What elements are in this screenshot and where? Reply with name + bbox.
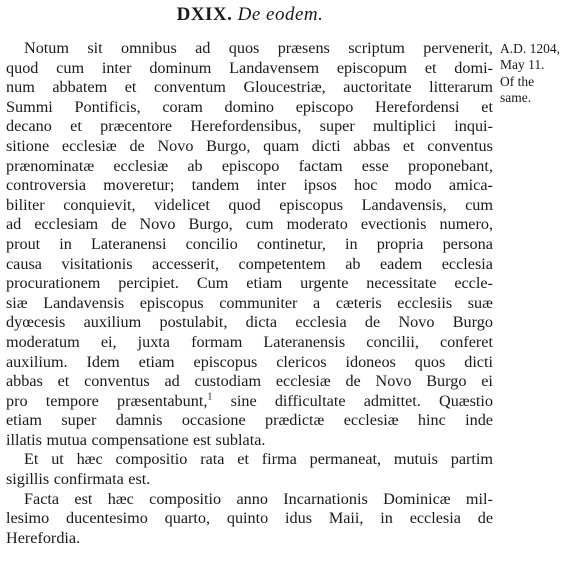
text-line <box>6 274 493 294</box>
word: proponebant, <box>407 156 493 175</box>
word: sigillis <box>6 470 50 489</box>
word: litterarum <box>429 78 493 97</box>
word: Cum <box>196 274 229 293</box>
margin-note <box>500 41 575 107</box>
text-line <box>6 235 493 255</box>
word: conventus <box>427 136 493 155</box>
word: ei, <box>100 332 117 351</box>
word: episcopo <box>221 156 280 175</box>
word: et <box>57 372 70 391</box>
word: Burgo, <box>188 215 233 234</box>
word: juxta <box>137 332 170 351</box>
word: ei <box>481 372 493 391</box>
word: Novo <box>375 372 412 391</box>
word: dicti <box>464 352 493 371</box>
text-line <box>6 176 493 196</box>
text-line <box>6 255 493 275</box>
word: quarto, <box>164 509 211 528</box>
word: eccle- <box>454 274 493 293</box>
word: Idem <box>86 352 120 371</box>
word: ecclesiæ <box>275 372 331 391</box>
word: compositio <box>115 450 188 469</box>
margin-note-line: May 11. <box>500 57 545 73</box>
word: permaneat, <box>309 450 382 469</box>
word: episcopus <box>139 293 204 312</box>
text-line <box>6 333 493 353</box>
word: Summi <box>6 97 53 116</box>
word: inter <box>256 176 287 195</box>
word: esse <box>361 156 389 175</box>
word: sublata. <box>215 430 266 449</box>
word: ecclesiam <box>34 215 99 234</box>
text-line <box>6 157 493 177</box>
word: inde <box>465 411 493 430</box>
word: super <box>319 117 355 136</box>
word: illatis <box>6 430 42 449</box>
text-line <box>6 411 493 431</box>
word: auxilium <box>83 313 142 332</box>
word: Novo <box>157 136 194 155</box>
word: biliter <box>6 195 45 214</box>
paragraph <box>6 450 493 489</box>
word: prædictæ <box>265 411 325 430</box>
word: cum <box>465 195 493 214</box>
word: anno <box>236 489 268 508</box>
word: difficultate <box>274 391 346 410</box>
document-body <box>6 39 493 548</box>
word: ad <box>6 215 22 234</box>
word: de <box>477 509 493 528</box>
word: episcopus <box>279 195 344 214</box>
word: de <box>129 136 145 155</box>
word: etiam <box>138 352 175 371</box>
word: multiplici <box>373 117 436 136</box>
heading-number: DXIX. <box>176 4 233 25</box>
word: moderato <box>286 215 348 234</box>
text-line <box>6 59 493 79</box>
word: est <box>74 489 93 508</box>
word: sine <box>230 391 257 410</box>
word: in <box>59 234 72 253</box>
word: et <box>402 136 415 155</box>
word: Burgo, <box>206 136 251 155</box>
word: mil- <box>465 489 493 508</box>
word: postulabit, <box>159 313 228 332</box>
word: Herefordia. <box>6 528 81 547</box>
text-line <box>6 392 493 412</box>
word: idus <box>285 509 313 528</box>
word: quod <box>6 58 39 77</box>
word: præsens <box>277 39 330 57</box>
word: formam <box>191 332 243 351</box>
word: siæ <box>6 293 28 312</box>
text-line <box>6 529 493 549</box>
word: auctoritate <box>343 78 412 97</box>
word: episcopo <box>295 97 354 116</box>
word: de <box>364 313 381 332</box>
word: hæc <box>107 489 134 508</box>
word: Incarnationis <box>283 489 368 508</box>
word: urgente <box>300 274 349 293</box>
text-line <box>6 372 493 392</box>
word: Burgo <box>452 313 493 332</box>
text-line <box>6 450 493 470</box>
word: rata <box>200 450 225 469</box>
word: quos <box>228 39 260 57</box>
word: procurationem <box>6 274 101 293</box>
word: hinc <box>417 411 446 430</box>
word: firma <box>261 450 297 469</box>
word: cæteris <box>335 293 382 312</box>
word: videlicet <box>154 195 210 214</box>
word: etiam <box>6 411 42 430</box>
word: Gloucestriæ, <box>243 78 326 97</box>
word: factam <box>298 156 343 175</box>
word: præcentore <box>100 117 173 136</box>
word: modo <box>394 176 432 195</box>
margin-note-line: Of the <box>500 73 535 89</box>
word: Facta <box>24 489 60 508</box>
text-line <box>6 78 493 98</box>
word: causa <box>6 254 42 273</box>
word: compensatione <box>91 430 189 449</box>
word: a <box>313 293 321 312</box>
word: communiter <box>219 293 298 312</box>
text-line <box>6 196 493 216</box>
word: Lateranensis <box>263 332 346 351</box>
word: de <box>111 215 127 234</box>
word: moveretur; <box>103 176 175 195</box>
text-line <box>6 431 493 451</box>
word: ecclesiæ <box>343 411 399 430</box>
word: prænominatæ <box>6 156 95 175</box>
text-line <box>6 215 493 235</box>
word: quam <box>263 136 300 155</box>
word: moderatum <box>6 332 80 351</box>
text-line <box>6 98 493 118</box>
word: Lateranensi <box>90 234 167 253</box>
word: et <box>424 58 437 77</box>
word: et <box>481 97 493 116</box>
word: mutuis <box>393 450 438 469</box>
word: ducentesimo <box>65 509 148 528</box>
word: amica- <box>448 176 493 195</box>
document-heading <box>0 4 500 26</box>
word: Pontificis, <box>74 97 141 116</box>
word: inter <box>101 58 132 77</box>
word: pervenerit, <box>423 39 493 57</box>
word: episcopum <box>336 58 408 77</box>
word: persona <box>442 234 493 253</box>
word: scriptum <box>348 39 405 57</box>
word: compositio <box>149 489 222 508</box>
word: de <box>345 372 361 391</box>
word: necessitate <box>366 274 437 293</box>
word: hæc <box>76 450 103 469</box>
word: controversia <box>6 176 87 195</box>
word: percipiet. <box>118 274 179 293</box>
word: damnis <box>115 411 163 430</box>
text-line <box>6 353 493 373</box>
word: Landavensem <box>229 58 320 77</box>
word: competentem <box>238 254 326 273</box>
text-line <box>6 490 493 510</box>
word: decano <box>6 117 52 136</box>
word: omnibus <box>120 39 177 57</box>
word: mutua <box>46 430 87 449</box>
footnote-marker: 1 <box>207 391 213 403</box>
word: continetur, <box>256 234 326 253</box>
word: abbatem <box>52 78 108 97</box>
word: custodiam <box>194 372 262 391</box>
word: ecclesiis <box>397 293 453 312</box>
margin-note-line: same. <box>500 90 532 106</box>
word: dyœcesis <box>6 313 66 332</box>
word: ad <box>195 39 211 57</box>
word: dicta <box>245 313 278 332</box>
word: eadem <box>379 254 423 273</box>
word: Landavensis <box>43 293 125 312</box>
word: cum <box>245 215 274 234</box>
word: et <box>124 78 137 97</box>
word: dominum <box>149 58 212 77</box>
word: confirmata <box>53 470 124 489</box>
text-line <box>6 137 493 157</box>
text-line <box>6 509 493 529</box>
word: Et <box>24 450 39 469</box>
word: tandem <box>191 176 240 195</box>
word: ab <box>187 156 203 175</box>
word: abbas <box>353 136 391 155</box>
word: ut <box>51 450 64 469</box>
word: Dominicæ <box>383 489 451 508</box>
text-line <box>6 294 493 314</box>
word: episcopus <box>193 352 258 371</box>
word: prout <box>6 234 41 253</box>
word: ecclesia <box>409 509 461 528</box>
word: est <box>193 430 212 449</box>
word: suæ <box>467 293 493 312</box>
word: Landavensis, <box>361 195 447 214</box>
word: ecclesiæ <box>113 156 169 175</box>
word: dicti <box>311 136 341 155</box>
word: num <box>6 78 35 97</box>
word: lesimo <box>6 509 50 528</box>
word: ad <box>164 372 180 391</box>
text-line <box>6 117 493 137</box>
heading-title: De eodem. <box>237 4 324 25</box>
word: Herefordensibus, <box>190 117 302 136</box>
word: concilio <box>185 234 238 253</box>
word: sit <box>87 39 103 57</box>
word: idoneos <box>345 352 396 371</box>
word: visitationis <box>61 254 133 273</box>
word: Burgo <box>426 372 467 391</box>
word: Herefordensi <box>375 97 460 116</box>
word: coram <box>162 97 203 116</box>
word: inqui- <box>454 117 493 136</box>
word: est. <box>128 470 151 489</box>
word: conventum <box>153 78 226 97</box>
word: Novo <box>139 215 176 234</box>
word: Maii, <box>328 509 364 528</box>
word: ab <box>345 254 361 273</box>
word: Notum <box>24 39 69 57</box>
paragraph <box>6 490 493 549</box>
word: numero, <box>439 215 493 234</box>
word: clericos <box>276 352 327 371</box>
word: et <box>237 450 249 469</box>
word: domino <box>224 97 275 116</box>
word: tempore <box>45 391 99 410</box>
word: Novo <box>398 313 435 332</box>
word: occasione <box>181 411 246 430</box>
word: accesserit, <box>152 254 219 273</box>
word: quos <box>414 352 446 371</box>
paragraph <box>6 39 493 450</box>
word: ipsos <box>303 176 337 195</box>
word: etiam <box>246 274 283 293</box>
word: ecclesia <box>441 254 493 273</box>
text-line <box>6 313 493 333</box>
margin-note-line: A.D. 1204, <box>500 41 560 56</box>
word: in <box>380 509 393 528</box>
word: cum <box>56 58 85 77</box>
word: pro <box>6 391 28 410</box>
word: auxilium. <box>6 352 68 371</box>
word: conquievit, <box>63 195 136 214</box>
word: conventus <box>84 372 150 391</box>
text-line <box>6 39 493 59</box>
word: admittet. <box>363 391 421 410</box>
word: concilii, <box>366 332 419 351</box>
word: quinto <box>226 509 269 528</box>
word: propria <box>376 234 424 253</box>
word: super <box>61 411 97 430</box>
word: et <box>70 117 82 136</box>
word: in <box>345 234 358 253</box>
word: hoc <box>354 176 378 195</box>
word: domi- <box>454 58 493 77</box>
word: præsentabunt,$^1$ <box>117 391 213 410</box>
word: conferet <box>439 332 493 351</box>
word: quod <box>228 195 261 214</box>
word: ecclesia <box>295 313 347 332</box>
word: partim <box>450 450 493 469</box>
text-line <box>6 470 493 490</box>
word: evectionis <box>360 215 427 234</box>
word: Quæstio <box>439 391 493 410</box>
word: sitione <box>6 136 50 155</box>
word: ecclesiæ <box>61 136 117 155</box>
word: abbas <box>6 372 43 391</box>
